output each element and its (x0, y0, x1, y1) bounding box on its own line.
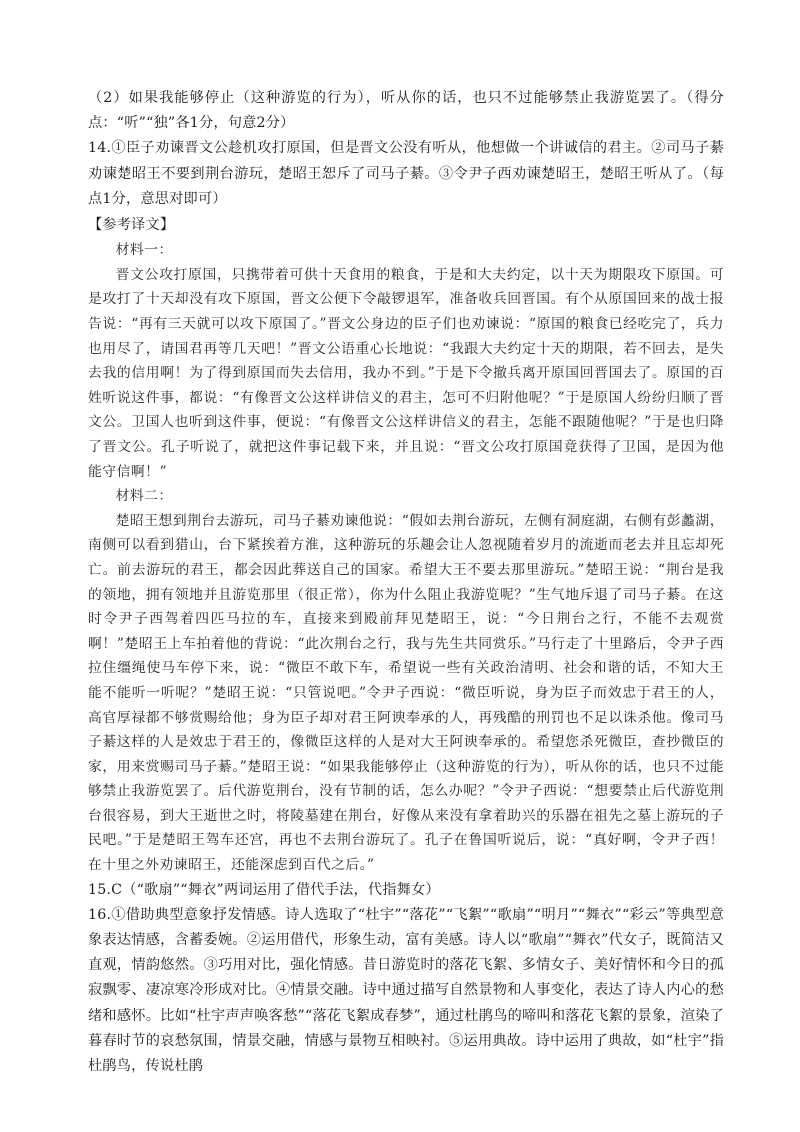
material-2-text: 楚昭王想到荆台去游玩，司马子綦劝谏他说：“假如去荆台游玩，左侧有洞庭湖，右侧有彭蠡湖，南侧可以看到猎山，台下紧挨着方淮，这种游玩的乐趣会让人忽视随着岁月的流逝而老去并且忘却死亡。前去游玩的君王，都会因此葬送自己的国家。希望大王不要去那里游玩。”楚昭王说：“荆台是我的领地，拥有领地并且游览那里（很正常），你为什么阻止我游览呢？”生气地斥退了司马子綦。在这时令尹子西驾着四匹马拉的车，直接来到殿前拜见楚昭王，说：“今日荆台之行，不能不去观赏啊！”楚昭王上车拍着他的背说：“此次荆台之行，我与先生共同赏乐。”马行走了十里路后，令尹子西拉住缰绳使马车停下来，说：“微臣不敢下车，希望说一些有关政治清明、社会和谐的话，不知大王能不能听一听呢？”楚昭王说：“只管说吧。”令尹子西说：“微臣听说，身为臣子而效忠于君王的人，高官厚禄都不够赏赐给他；身为臣子却对君王阿谀奉承的人，再残酷的刑罚也不足以诛杀他。像司马子綦这样的人是效忠于君王的，像微臣这样的人是对大王阿谀奉承的。希望您杀死微臣，查抄微臣的家，用来赏赐司马子綦。”楚昭王说：“如果我能够停止（这种游览的行为），听从你的话，也只不过能够禁止我游览罢了。后代游览荆台，没有节制的话，怎么办呢？”令尹子西说：“想要禁止后代游览荆台很容易，到大王逝世之时，将陵墓建在荆台，好像从来没有拿着助兴的乐器在祖先之墓上游玩的子民吧。”于是楚昭王驾车还宫，再也不去荆台游玩了。孔子在鲁国听说后，说：“真好啊，令尹子西！在十里之外劝谏昭王，还能深虑到百代之后。” (88, 512, 724, 874)
material-1-text: 晋文公攻打原国，只携带着可供十天食用的粮食，于是和大夫约定，以十天为期限攻下原国。可是攻打了十天却没有攻下原国，晋文公便下令敲锣退军，准备收兵回晋国。有个从原国回来的战士报告说：“再有三天就可以攻下原国了。”晋文公身边的臣子们也劝谏说：“原国的粮食已经吃完了，兵力也用尽了，请国君再等几天吧！”晋文公语重心长地说：“我跟大夫约定十天的期限，若不回去，是失去我的信用啊！为了得到原国而失去信用，我办不到。”于是下令撤兵离开原国回晋国去了。原国的百姓听说这件事，都说：“有像晋文公这样讲信义的君主，怎可不归附他呢？”于是原国人纷纷归顺了晋文公。卫国人也听到这件事，便说：“有像晋文公这样讲信义的君主，怎能不跟随他呢？”于是也归降了晋文公。孔子听说了，就把这件事记载下来，并且说：“晋文公攻打原国竟获得了卫国，是因为他能守信啊！” (88, 266, 724, 480)
answer-13-2: （2）如果我能够停止（这种游览的行为），听从你的话，也只不过能够禁止我游览罢了。（得分点：“听”“独”各1分，句意2分） (88, 90, 724, 132)
answer-key-page (88, 86, 724, 1079)
answer-14: 14.①臣子劝谏晋文公趁机攻打原国，但是晋文公没有听从，他想做一个讲诚信的君主。②司马子綦劝谏楚昭王不要到荆台游玩，楚昭王恕斥了司马子綦。③令尹子西劝谏楚昭王，楚昭王听从了。（每点1分，意思对即可） (88, 140, 724, 207)
material-2-label: 材料二： (115, 488, 173, 505)
material-1-label: 材料一： (115, 242, 173, 259)
answer-15: 15.C（“歌扇”“舞衣”两词运用了借代手法，代指舞女） (88, 881, 440, 898)
reference-translation-heading: 【参考译文】 (88, 217, 175, 234)
answer-16: 16.①借助典型意象抒发情感。诗人选取了“杜宇”“落花”“飞絮”“歌扇”“明月”“舞衣”“彩云”等典型意象表达情感，含蓄委婉。②运用借代，形象生动，富有美感。诗人以“歌扇”“舞衣”代女子，既简洁又直观，情韵悠然。③巧用对比，强化情感。昔日游览时的落花飞絮、多情女子、美好情怀和今日的孤寂飘零、凄凉寒冷形成对比。④情景交融。诗中通过描写自然景物和人事变化，表达了诗人内心的愁绪和感怀。比如“杜宇声声唤客愁”“落花飞絮成春梦”，通过杜鹃鸟的啼叫和落花飞絮的景象，渲染了暮春时节的哀愁氛围，情景交融，情感与景物互相映衬。⑤运用典故。诗中运用了典故，如“杜宇”指杜鹃鸟，传说杜鹃 (88, 906, 724, 1075)
